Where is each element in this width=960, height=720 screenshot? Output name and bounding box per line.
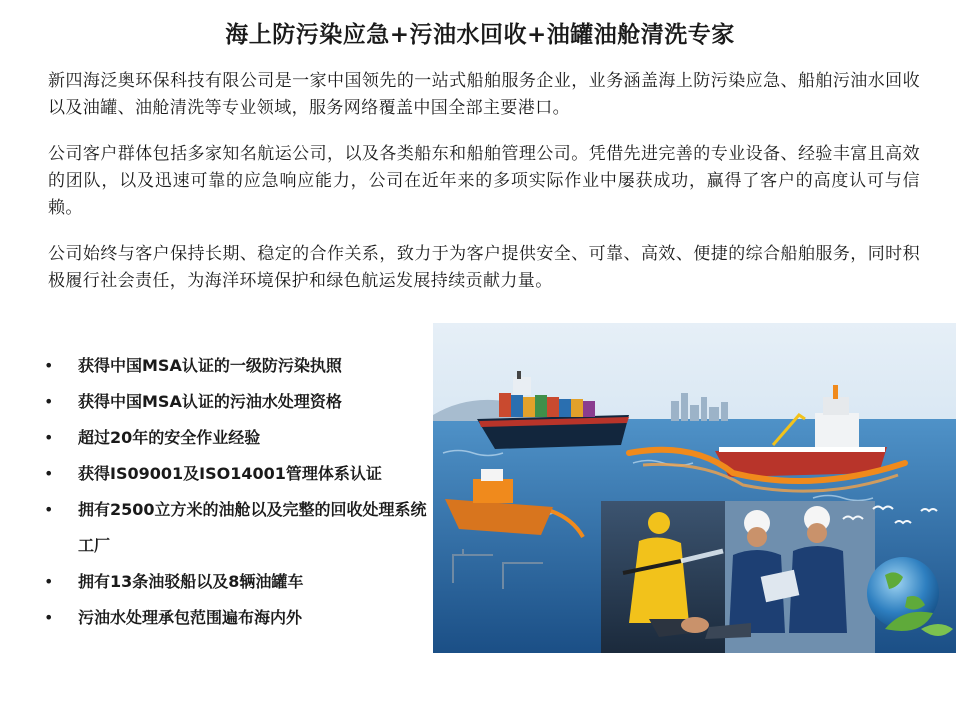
bullet-icon: • [44,356,54,375]
list-item-text: 获得中国MSA认证的污油水处理资格 [78,392,342,411]
bullet-icon: • [44,572,54,591]
paragraph-commitment: 公司始终与客户保持长期、稳定的合作关系，致力于为客户提供安全、可靠、高效、便捷的综合船舶服务，同时积极履行社会责任，为海洋环境保护和绿色航运发展持续贡献力量。 [48,244,920,291]
paragraph-clients: 公司客户群体包括多家知名航运公司，以及各类船东和船舶管理公司。凭借先进完善的专业设备、经验丰富且高效的团队，以及迅速可靠的应急响应能力，公司在近年来的多项实际作业中屡获成功，赢得了客户的高度认可与信赖。 [48,144,920,218]
bullet-icon: • [44,464,54,483]
qualification-list [44,348,434,636]
list-item-text: 拥有2500立方米的油舱以及完整的回收处理系统工厂 [78,500,427,555]
list-item [44,456,434,492]
bullet-icon: • [44,428,54,447]
marine-services-collage [433,323,956,653]
page-title: 海上防污染应急+污油水回收+油罐油舱清洗专家 [225,22,735,48]
list-item [44,564,434,600]
paragraph-company-intro: 新四海泛奥环保科技有限公司是一家中国领先的一站式船舶服务企业，业务涵盖海上防污染应急、船舶污油水回收以及油罐、油舱清洗等专业领域，服务网络覆盖中国全部主要港口。 [48,71,920,118]
list-item-text: 获得IS09001及ISO14001管理体系认证 [78,464,382,483]
worker-helmet-icon [648,512,670,534]
list-item [44,348,434,384]
list-item [44,384,434,420]
list-item-text: 拥有13条油驳船以及8辆油罐车 [78,572,304,591]
list-item [44,420,434,456]
bullet-icon: • [44,608,54,627]
bullet-icon: • [44,500,54,519]
list-item-text: 超过20年的安全作业经验 [78,428,261,447]
list-item [44,600,434,636]
bullet-icon: • [44,392,54,411]
list-item-text: 污油水处理承包范围遍布海内外 [78,608,303,627]
list-item-text: 获得中国MSA认证的一级防污染执照 [78,356,342,375]
intro-paragraphs [48,68,920,314]
list-item [44,492,434,564]
